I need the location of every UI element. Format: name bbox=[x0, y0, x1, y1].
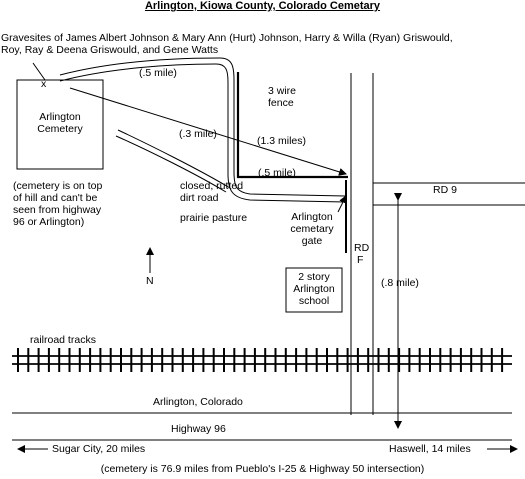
gate-pointer-arrow bbox=[338, 196, 346, 212]
lower-road-distance: (.3 mile) bbox=[179, 128, 217, 140]
footer-note: (cemetery is 76.9 miles from Pueblo's I-25 & Highway 50 intersection) bbox=[100, 463, 425, 475]
diagonal-distance: (1.3 miles) bbox=[257, 135, 307, 147]
rd-f-label-2: F bbox=[357, 254, 364, 266]
town-label: Arlington, Colorado bbox=[153, 396, 243, 408]
highway-label: Highway 96 bbox=[171, 423, 226, 435]
cemetery-note-1: (cemetery is on top bbox=[13, 180, 103, 192]
north-label: N bbox=[146, 275, 154, 287]
cemetery-label-1: Arlington bbox=[39, 111, 81, 123]
haswell-label: Haswell, 14 miles bbox=[389, 443, 471, 455]
rd-f-label-1: RD bbox=[354, 242, 370, 254]
cemetery-note-4: 96 or Arlington) bbox=[13, 216, 85, 228]
railroad-tracks bbox=[12, 348, 512, 372]
gate-label-2: cemetary bbox=[290, 223, 334, 235]
school-label-3: school bbox=[298, 295, 330, 307]
vertical-distance: (.8 mile) bbox=[381, 277, 419, 289]
fence-label-1: 3 wire bbox=[268, 85, 297, 97]
gate-label-1: Arlington bbox=[291, 211, 333, 223]
fence-label-2: fence bbox=[268, 97, 294, 109]
header-line-1: Gravesites of James Albert Johnson & Mary Ann (Hurt) Johnson, Harry & Willa (Ryan) Griswould, bbox=[1, 32, 453, 44]
school-label-2: Arlington bbox=[293, 283, 335, 295]
railroad-label: railroad tracks bbox=[30, 334, 96, 346]
fence-bottom-distance: (.5 mile) bbox=[258, 167, 296, 179]
dirt-road-label-1: closed, rutted bbox=[180, 180, 244, 192]
cemetery-label-2: Cemetery bbox=[37, 123, 83, 135]
gravesite-marker: x bbox=[41, 78, 47, 90]
cemetery-note-2: of hill and can't be bbox=[13, 192, 98, 204]
header-line-2: Roy, Ray & Deena Griswould, and Gene Watts bbox=[1, 44, 219, 56]
map-title: Arlington, Kiowa County, Colorado Cemetary bbox=[144, 0, 381, 12]
sugar-city-label: Sugar City, 20 miles bbox=[52, 443, 146, 455]
dirt-road-label-2: dirt road bbox=[180, 192, 219, 204]
top-road-distance: (.5 mile) bbox=[139, 67, 177, 79]
gate-label-3: gate bbox=[301, 235, 323, 247]
rd-9-label: RD 9 bbox=[433, 184, 457, 196]
school-label-1: 2 story bbox=[298, 271, 330, 283]
pasture-label: prairie pasture bbox=[180, 212, 248, 224]
cemetery-note-3: seen from highway bbox=[13, 204, 102, 216]
